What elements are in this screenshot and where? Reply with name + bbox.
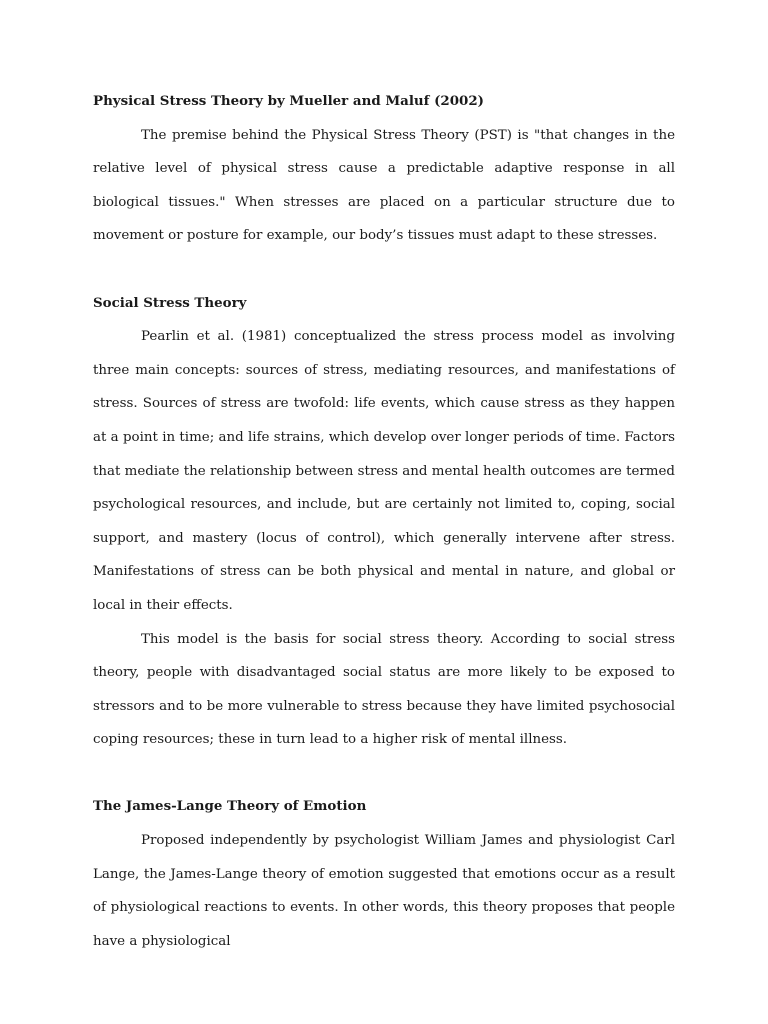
section-spacer	[93, 757, 675, 791]
paragraph-social-stress-basis: This model is the basis for social stress theory. According to social stress theory, people with disadvantaged social status are more likely to be exposed to stressors and to be more vulnerable to stress because they have limited psychosocial coping resources; these in turn lead to a higher risk of mental illness.	[93, 631, 675, 748]
section-heading-physical-stress-theory: Physical Stress Theory by Mueller and Maluf (2002)	[93, 93, 485, 109]
section-heading-social-stress-theory: Social Stress Theory	[93, 294, 247, 311]
paragraph-stress-process-model: Pearlin et al. (1981) conceptualized the stress process model as involving three main concepts: sources of stress, mediating resources, and manifestations of stress. Sources of stress are twofold: life events, which cause stress as they happen at a point in time; and life strains, which develop over longer periods of time. Factors that mediate the relationship between stress and mental health outcomes are termed psychological resources, and include, but are certainly not limited to, coping, social support, and mastery (locus of control), which generally intervene after stress. Manifestations of stress can be both physical and mental in nature, and global or local in their effects.	[93, 329, 675, 613]
paragraph-james-lange-intro: Proposed independently by psychologist William James and physiologist Carl Lange, the James-Lange theory of emotion suggested that emotions occur as a result of physiological reactions to events. In other words, this theory proposes that people have a physiological	[93, 833, 675, 949]
document-body	[93, 85, 675, 958]
section-heading-james-lange-theory: The James-Lange Theory of Emotion	[93, 798, 367, 815]
paragraph-pst-premise: The premise behind the Physical Stress Theory (PST) is "that changes in the relative level of physical stress cause a predictable adaptive response in all biological tissues." When stresses are placed on a particular structure due to movement or posture for example, our body’s tissues must adapt to these stresses.	[93, 127, 675, 244]
section-spacer	[93, 253, 675, 287]
